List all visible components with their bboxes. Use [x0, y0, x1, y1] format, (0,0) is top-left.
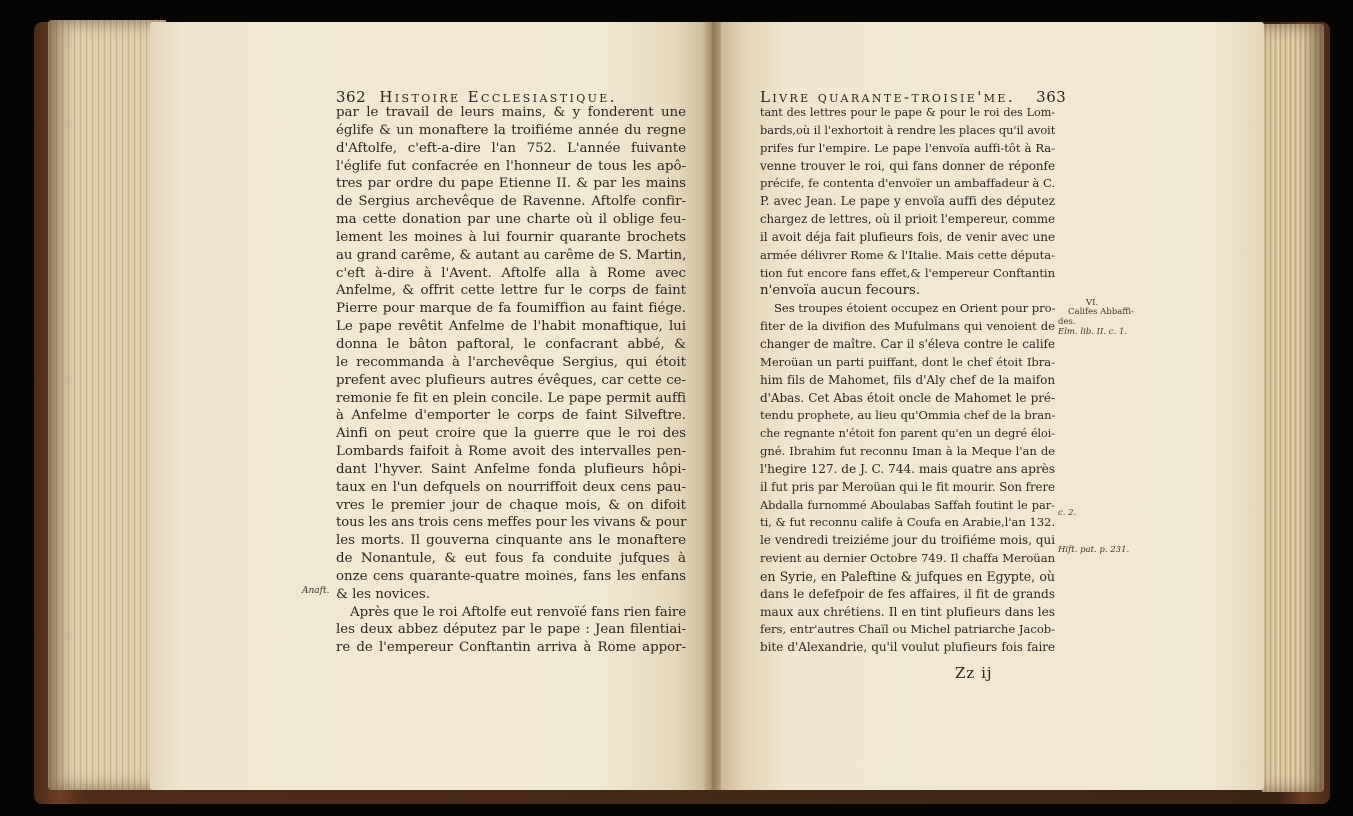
text-line: Ainfi on peut croire que la guerre que le roi des [336, 426, 686, 442]
text-line: d'Aftolfe, c'eft-a-dire l'an 752. L'année fuivante [336, 140, 686, 156]
text-line: tant des lettres pour le pape & pour le roi des Lom- [760, 106, 1055, 119]
text-line: donna le bâton paftoral, le confacrant abbé, & [336, 336, 686, 352]
text-line: tion fut encore fans effet,& l'empereur Conftantin [760, 265, 1055, 280]
right-body-text [760, 104, 1055, 657]
left-running-title: Histoire Ecclesiastique. [379, 88, 617, 106]
text-line: Anfelme, & offrit cette lettre fur le corps de faint [336, 283, 686, 299]
margin-reference-1: Elm. lib. II. c. 1. [1058, 327, 1128, 337]
text-line: en Syrie, en Paleftine & jufques en Egypte, où [760, 568, 1055, 584]
text-line: tous les ans trois cens meffes pour les vivans & pour [336, 515, 687, 531]
margin-section-number: VI. [1086, 298, 1099, 308]
text-line: P. avec Jean. Le pape y envoïa auffi des députez [760, 194, 1055, 209]
text-line: le recommanda à l'archevêque Sergius, qui étoit [336, 354, 686, 370]
text-line: Après que le roi Aftolfe eut renvoïé fans rien faire [350, 604, 687, 620]
text-line: Pierre pour marque de fa foumiffion au faint fiége. [336, 301, 686, 317]
text-line: armée délivrer Rome & l'Italie. Mais cette députa- [760, 247, 1055, 262]
text-line: Meroüan un parti puiffant, dont le chef étoit Ibra- [760, 354, 1055, 369]
text-line: de Nonantule, & eut fous fa conduite jufques à [336, 551, 686, 567]
text-line: l'hegire 127. de J. C. 744. mais quatre ans après [760, 461, 1055, 476]
text-line: bards,où il l'exhortoit à rendre les places qu'il avoit [760, 122, 1056, 137]
left-margin-note: Anaft. [302, 586, 330, 596]
text-line: à Anfelme d'emporter le corps de faint Silveftre. [336, 408, 686, 424]
text-line: de Sergius archevêque de Ravenne. Aftolfe confir- [336, 194, 686, 210]
margin-reference-3: Hift. pat. p. 231. [1058, 545, 1130, 555]
text-line: tendu prophete, au lieu qu'Ommia chef de la bran- [760, 408, 1056, 423]
text-line: au grand carême, & autant au carême de S. Martin, [336, 247, 687, 263]
text-line: him fils de Mahomet, fils d'Aly chef de la maifon [760, 372, 1055, 387]
text-line: chargez de lettres, où il prioit l'empereur, comme [760, 212, 1055, 227]
text-line: ti, & fut reconnu calife à Coufa en Arabie,l'an 132. [760, 515, 1055, 530]
text-line: les deux abbez députez par le pape : Jean filentiai- [336, 622, 686, 638]
text-line: Abdalla furnommé Aboulabas Saffah foutint le par- [760, 497, 1055, 512]
left-body-text [336, 104, 686, 657]
margin-reference-2: c. 2. [1058, 508, 1077, 518]
text-line: fiter de la divifion des Mufulmans qui venoient de [760, 319, 1055, 334]
book-gutter [703, 22, 721, 790]
text-line: Lombards faifoit à Rome avoit des intervalles pen- [336, 444, 686, 460]
text-line: onze cens quarante-quatre moines, fans les enfans [336, 568, 686, 584]
text-line: c'eft à-dire à l'Avent. Aftolfe alla à Rome avec [336, 265, 686, 281]
left-page-number: 362 [336, 88, 367, 106]
text-line: bite d'Alexandrie, qu'il voulut plufieurs fois faire [760, 640, 1055, 655]
text-line: maux aux chrétiens. Il en tint plufieurs dans les [760, 604, 1055, 619]
text-line: précife, fe contenta d'envoïer un ambaffadeur à C. [760, 176, 1055, 191]
text-line: d'Abas. Cet Abas étoit oncle de Mahomet le pré- [760, 390, 1055, 405]
right-page-edges [1262, 24, 1324, 792]
text-line: prifes fur l'empire. Le pape l'envoïa auffi-tôt à Ra- [760, 140, 1055, 155]
right-running-title: Livre quarante-troisie'me. [760, 88, 1015, 106]
text-line: Le pape revêtit Anfelme de l'habit monaftique, lui [336, 319, 686, 335]
text-line: & les novices. [336, 586, 430, 602]
text-line: re de l'empereur Conftantin arriva à Rome appor- [336, 640, 686, 656]
text-line: gné. Ibrahim fut reconnu Iman à la Meque l'an de [760, 444, 1055, 459]
text-line: remonie fe fit en plein concile. Le pape permit auffi [336, 390, 686, 406]
right-page-number: 363 [1036, 88, 1067, 106]
text-line: prefent avec plufieurs autres évêques, car cette ce- [336, 372, 686, 388]
text-line: l'églife fut confacrée en l'honneur de tous les apô- [336, 158, 686, 174]
text-line: dant l'hyver. Saint Anfelme fonda plufieurs hôpi- [336, 461, 686, 477]
text-line: églife & un monaftere la troifiéme année du regne [336, 122, 686, 138]
text-line: Ses troupes étoient occupez en Orient pour pro- [774, 301, 1056, 316]
text-line: il fut pris par Meroüan qui le fit mourir. Son frere [760, 479, 1055, 494]
left-page-edges [48, 20, 166, 790]
text-line: revient au dernier Octobre 749. Il chaffa Meroüan [760, 551, 1055, 566]
text-line: vres le premier jour de chaque mois, & on difoit [336, 497, 686, 513]
margin-title-line-1: Califes Abbaffi- [1068, 307, 1134, 317]
text-line: le vendredi treiziéme jour du troifiéme mois, qui [760, 533, 1055, 548]
text-line: il avoit déja fait plufieurs fois, de venir avec une [760, 229, 1055, 244]
text-line: les morts. Il gouverna cinquante ans le monaftere [336, 533, 686, 549]
text-line: venne trouver le roi, qui fans donner de réponfe [760, 158, 1055, 173]
text-line: ma cette donation par une charte où il oblige feu- [336, 212, 686, 228]
text-line: changer de maître. Car il s'éleva contre le calife [760, 336, 1055, 351]
text-line: taux en l'un defquels on nourriffoit deux cens pau- [336, 479, 686, 495]
text-line: dans le defefpoir de fes affaires, il fit de grands [760, 586, 1055, 601]
text-line: fers, entr'autres Chaïl ou Michel patriarche Jacob- [760, 622, 1055, 637]
text-line: n'envoïa aucun fecours. [760, 283, 921, 299]
text-line: lement les moines à lui fournir quarante brochets [336, 229, 686, 245]
signature-mark: Zz ij [955, 664, 993, 682]
margin-title-line-2: des. [1058, 317, 1076, 327]
text-line: che regnante n'étoit fon parent qu'en un degré éloi- [760, 427, 1055, 441]
text-line: tres par ordre du pape Etienne II. & par les mains [336, 176, 686, 192]
text-line: par le travail de leurs mains, & y fonderent une [336, 105, 686, 120]
